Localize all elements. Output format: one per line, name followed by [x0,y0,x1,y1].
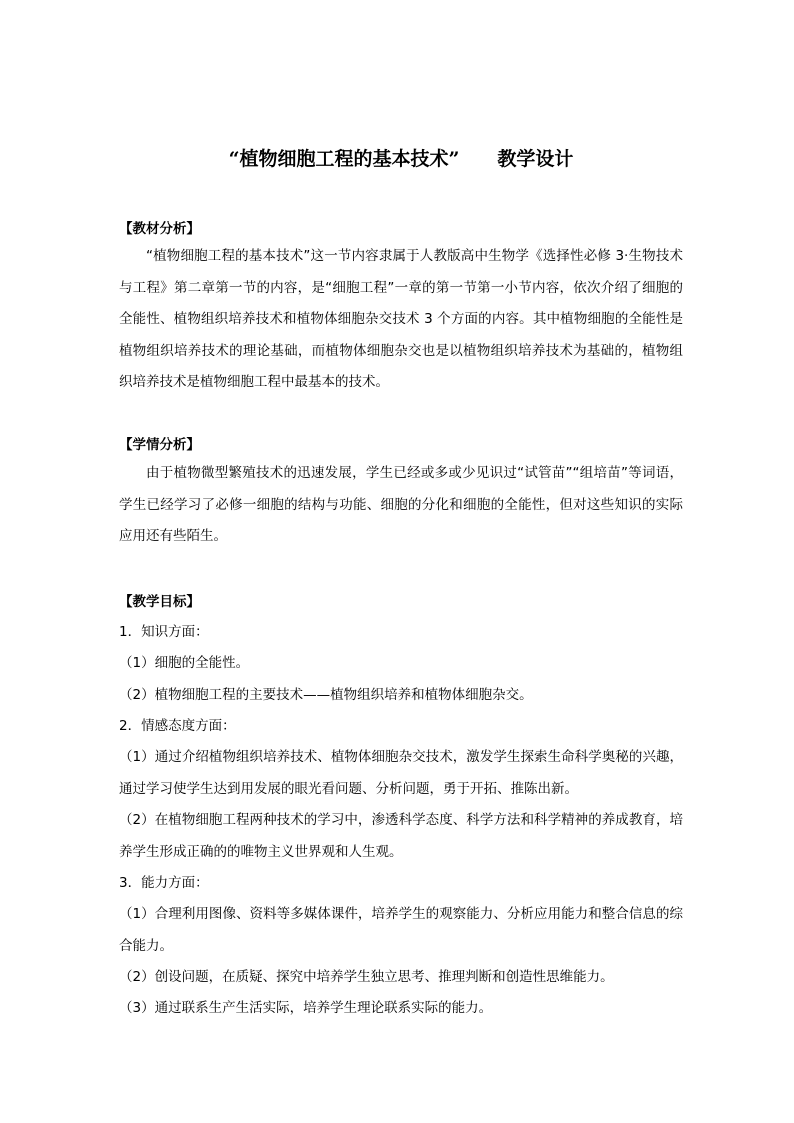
objective-item: （1）通过介绍植物组织培养技术、植物体细胞杂交技术，激发学生探索生命科学奥秘的兴趣，通过学习使学生达到用发展的眼光看问题、分析问题，勇于开拓、推陈出新。 [119,749,683,797]
section-heading-teaching-objectives: 【教学目标】 [119,594,200,610]
section-paragraph-learner-analysis: 由于植物微型繁殖技术的迅速发展，学生已经或多或少见识过“试管苗”“组培苗”等词语，学生已经学习了必修一细胞的结构与功能、细胞的分化和细胞的全能性，但对这些知识的实际应用还有些陌生。 [119,465,683,544]
objective-item: （2）植物细胞工程的主要技术——植物组织培养和植物体细胞杂交。 [119,687,533,703]
section-paragraph-textbook-analysis: “植物细胞工程的基本技术”这一节内容隶属于人教版高中生物学《选择性必修 3·生物技术与工程》第二章第一节的内容，是“细胞工程”一章的第一节第一小节内容，依次介绍了细胞的全能性、植物组织培养技术和植物体细胞杂交技术 3 个方面的内容。其中植物细胞的全能性是植物组织培养技术的理论基础，而植物体细胞杂交也是以植物组织培养技术为基础的，植物组织培养技术是植物细胞工程中最基本的技术。 [119,248,683,390]
objective-item: （1）合理利用图像、资料等多媒体课件，培养学生的观察能力、分析应用能力和整合信息的综合能力。 [119,906,683,954]
objective-item: （2）在植物细胞工程两种技术的学习中，渗透科学态度、科学方法和科学精神的养成教育，培养学生形成正确的的唯物主义世界观和人生观。 [119,812,683,860]
objective-item: 1．知识方面： [119,624,209,640]
objective-item: （1）细胞的全能性。 [119,655,250,671]
document-title: “植物细胞工程的基本技术” 教学设计 [228,148,574,170]
objective-item: 2．情感态度方面： [119,718,236,734]
section-heading-learner-analysis: 【学情分析】 [119,437,200,453]
objective-item: 3．能力方面： [119,875,209,891]
section-heading-textbook-analysis: 【教材分析】 [119,221,200,237]
objective-item: （3）通过联系生产生活实际，培养学生理论联系实际的能力。 [119,1000,493,1016]
objective-item: （2）创设问题，在质疑、探究中培养学生独立思考、推理判断和创造性思维能力。 [119,969,614,985]
